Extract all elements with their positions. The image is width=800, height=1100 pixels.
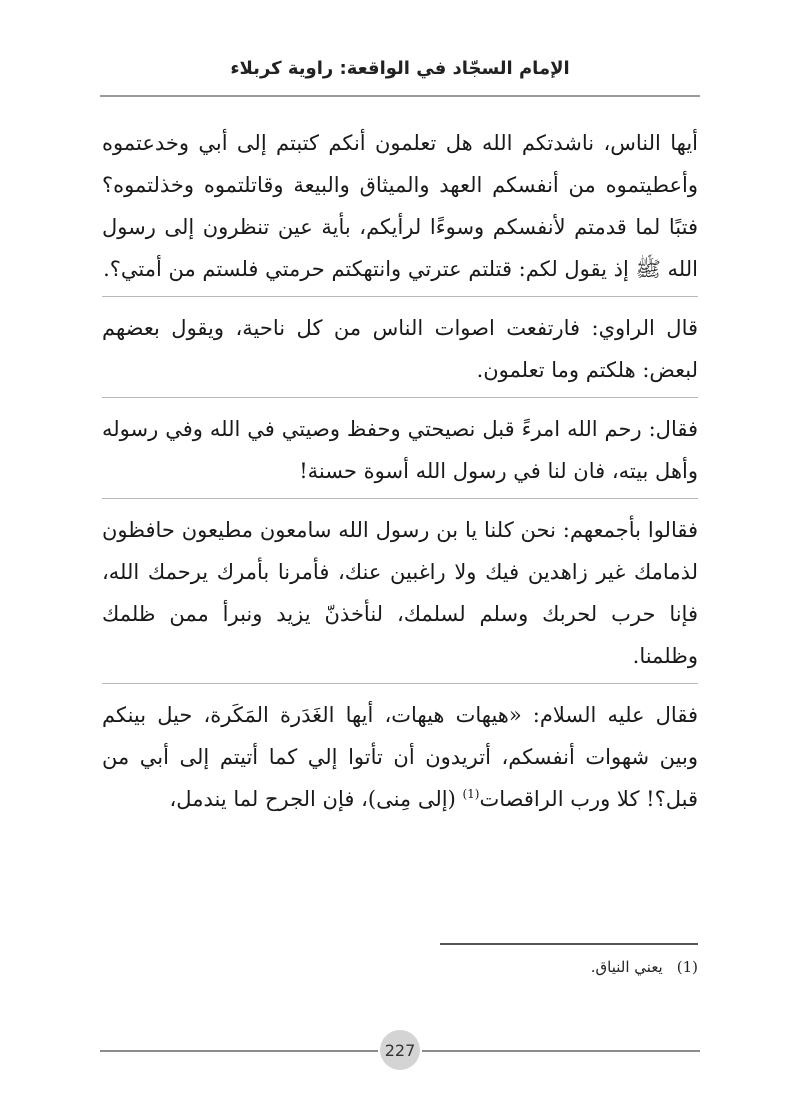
footnote-text: يعني النياق.	[590, 958, 663, 976]
paragraph-2: قال الراوي: فارتفعت اصوات الناس من كل ناحية، ويقول بعضهم لبعض: هلكتم وما تعلمون.	[102, 307, 698, 398]
paragraph-4: فقالوا بأجمعهم: نحن كلنا يا بن رسول الله سامعون مطيعون حافظون لذمامك غير زاهدين فيك ولا راغبين عنك، فأمرنا بأمرك يرحمك الله، فإنا حرب لحربك وسلم لسلمك، لنأخذنّ يزيد ونبرأ ممن ظلمك وظلمنا.	[102, 509, 698, 684]
page-number: 227	[380, 1030, 420, 1070]
footer-rule-left	[100, 1050, 378, 1052]
footnote	[591, 958, 698, 976]
header-divider	[100, 95, 700, 97]
paragraph-5-part-2: (إلى مِنى)، فإن الجرح لما يندمل،	[169, 787, 463, 811]
body-text	[102, 122, 698, 836]
footer-rule-right	[422, 1050, 700, 1052]
footnote-number: (1)	[676, 958, 698, 976]
paragraph-5	[102, 694, 698, 826]
paragraph-3: فقال: رحم الله امرءً قبل نصيحتي وحفظ وصيتي في الله وفي رسوله وأهل بيته، فان لنا في رسول الله أسوة حسنة!	[102, 408, 698, 499]
footnote-divider	[440, 943, 698, 945]
paragraph-5-part-1: فقال عليه السلام: «هيهات هيهات، أيها الغَدَرة المَكَرة، حيل بينكم وبين شهوات أنفسكم، أتريدون أن تأتوا إلي كما أتيتم إلى أبي من قبل؟! كلا ورب الراقصات	[102, 703, 698, 811]
running-header: الإمام السجّاد في الواقعة: راوية كربلاء	[230, 58, 570, 79]
footnote-reference[interactable]: (1)	[462, 787, 480, 801]
paragraph-1: أيها الناس، ناشدتكم الله هل تعلمون أنكم كتبتم إلى أبي وخدعتموه وأعطيتموه من أنفسكم العهد والميثاق والبيعة وقاتلتموه وخذلتموه؟ فتبًا لما قدمتم لأنفسكم وسوءًا لرأيكم، بأية عين تنظرون إلى رسول الله ﷺ إذ يقول لكم: قتلتم عترتي وانتهكتم حرمتي فلستم من أمتي؟.	[102, 122, 698, 297]
